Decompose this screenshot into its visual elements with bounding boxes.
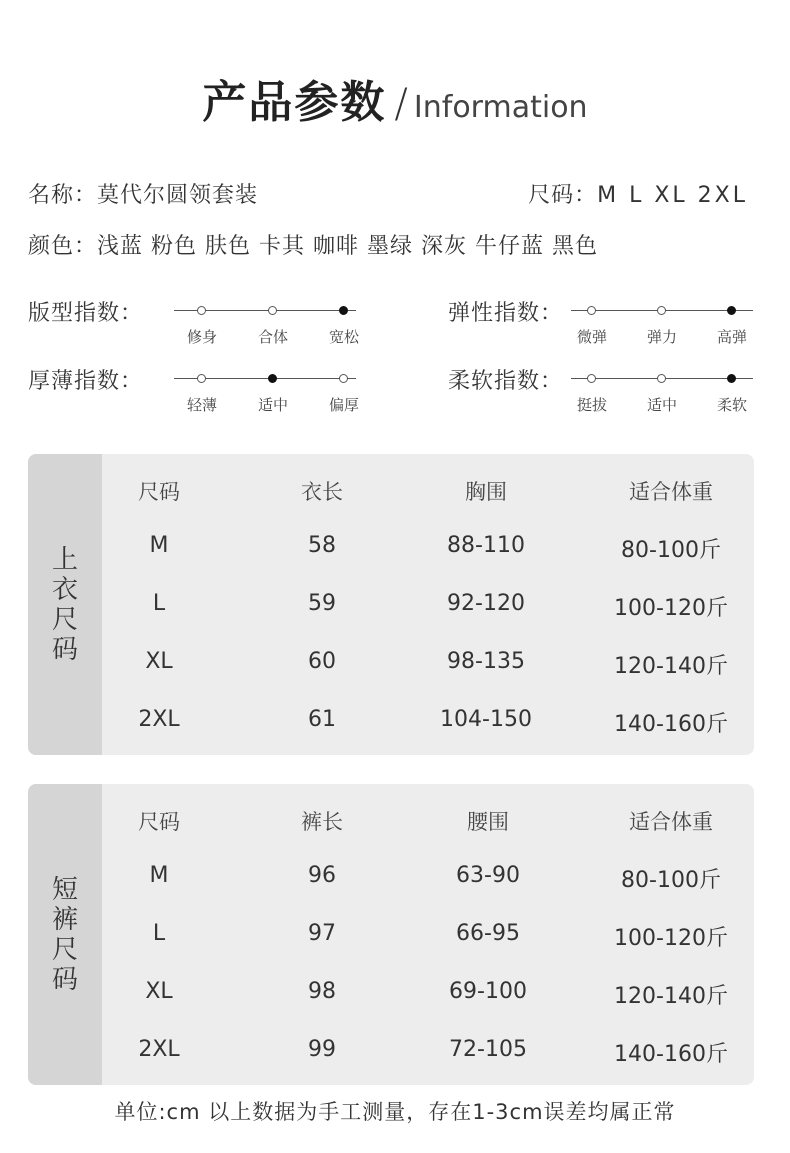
table-cell: 72-105 [449, 1037, 527, 1062]
table-cell: L [152, 591, 166, 616]
table-cell: 99 [308, 1037, 336, 1062]
page-title [0, 66, 790, 130]
scale-dot [197, 306, 206, 315]
side-char: 裤 [51, 904, 78, 935]
table-cell: 120-140斤 [614, 984, 728, 1009]
table-cell: L [152, 921, 166, 946]
column-header: 尺码 [138, 810, 180, 834]
scale-tick: 高弹 [716, 328, 748, 346]
thickness-index-label: 厚薄指数： [28, 369, 144, 394]
scale-dot [268, 306, 277, 315]
table-cell: 98-135 [447, 649, 525, 674]
scale-dot [268, 374, 277, 383]
scale-tick: 宽松 [328, 328, 360, 346]
scale-dot [339, 374, 348, 383]
side-char: 上 [51, 544, 78, 575]
column-header: 腰围 [467, 810, 509, 834]
scale-tick: 修身 [186, 328, 218, 346]
scale-tick: 适中 [646, 396, 678, 414]
table-cell: M [149, 533, 169, 558]
side-char: 码 [51, 964, 78, 995]
table-cell: 59 [308, 591, 336, 616]
side-char: 尺 [51, 934, 78, 965]
product-sizes [528, 178, 748, 209]
scale-tick: 弹力 [646, 328, 678, 346]
scale-tick: 轻薄 [186, 396, 218, 414]
scale-tick: 挺拔 [576, 396, 608, 414]
side-char: 尺 [51, 604, 78, 635]
fit-index-scale [174, 296, 360, 346]
table-cell: 100-120斤 [614, 926, 728, 951]
product-name [28, 178, 258, 209]
table-cell: 80-100斤 [621, 538, 721, 563]
scale-dot [727, 374, 736, 383]
measurement-note: 单位:cm 以上数据为手工测量，存在1-3cm误差均属正常 [114, 1100, 676, 1124]
elasticity-index-label: 弹性指数： [448, 301, 564, 326]
table-cell: 92-120 [447, 591, 525, 616]
column-header: 适合体重 [629, 810, 713, 834]
softness-index-scale [571, 364, 753, 414]
table-cell: 80-100斤 [621, 868, 721, 893]
side-char: 衣 [51, 574, 78, 605]
scale-dot [657, 374, 666, 383]
softness-index [448, 364, 768, 424]
thickness-index [28, 364, 360, 424]
scale-dot [657, 306, 666, 315]
title-chinese: 产品参数 [202, 77, 387, 128]
fit-index-label: 版型指数： [28, 301, 144, 326]
side-char: 码 [51, 634, 78, 665]
table-cell: 2XL [138, 1037, 180, 1062]
table-cell: 2XL [138, 707, 180, 732]
table-cell: 60 [308, 649, 336, 674]
column-header: 衣长 [301, 480, 343, 504]
table-cell: 104-150 [440, 707, 532, 732]
scale-tick: 偏厚 [328, 396, 360, 414]
shorts-size-table [28, 784, 754, 1085]
scale-dot [587, 306, 596, 315]
product-name-label: 名称： [28, 183, 98, 208]
scale-dot [339, 306, 348, 315]
product-name-value: 莫代尔圆领套装 [97, 183, 259, 208]
table-cell: 140-160斤 [614, 1042, 728, 1067]
softness-index-label: 柔软指数： [448, 369, 564, 394]
fit-index [28, 296, 360, 356]
product-sizes-value: M L XL 2XL [597, 183, 748, 208]
product-sizes-label: 尺码： [528, 183, 598, 208]
scale-tick: 柔软 [716, 396, 748, 414]
thickness-index-scale [174, 364, 360, 414]
table-cell: 66-95 [456, 921, 520, 946]
table-cell: 63-90 [456, 863, 520, 888]
scale-tick: 微弹 [576, 328, 608, 346]
title-separator: / [394, 81, 408, 127]
column-header: 尺码 [138, 480, 180, 504]
table-cell: 69-100 [449, 979, 527, 1004]
table-cell: M [149, 863, 169, 888]
elasticity-index-scale [571, 296, 753, 346]
table-cell: 98 [308, 979, 336, 1004]
tops-side-label [28, 454, 102, 755]
table-cell: 100-120斤 [614, 596, 728, 621]
table-cell: 61 [308, 707, 336, 732]
product-colors-label: 颜色： [28, 234, 98, 259]
scale-tick: 适中 [257, 396, 289, 414]
column-header: 胸围 [465, 480, 507, 504]
side-char: 短 [51, 874, 78, 905]
column-header: 适合体重 [629, 480, 713, 504]
product-colors-value: 浅蓝 粉色 肤色 卡其 咖啡 墨绿 深灰 牛仔蓝 黑色 [97, 234, 598, 259]
title-english: Information [413, 90, 588, 125]
shorts-side-label [28, 784, 102, 1085]
column-header: 裤长 [301, 810, 343, 834]
table-cell: 97 [308, 921, 336, 946]
scale-tick: 合体 [257, 328, 289, 346]
table-cell: XL [145, 649, 173, 674]
scale-dot [587, 374, 596, 383]
tops-size-table [28, 454, 754, 755]
table-cell: 58 [308, 533, 336, 558]
table-cell: 96 [308, 863, 336, 888]
scale-dot [727, 306, 736, 315]
product-colors [28, 229, 598, 260]
scale-dot [197, 374, 206, 383]
elasticity-index [448, 296, 768, 356]
table-cell: 88-110 [447, 533, 525, 558]
table-cell: 120-140斤 [614, 654, 728, 679]
table-cell: 140-160斤 [614, 712, 728, 737]
table-cell: XL [145, 979, 173, 1004]
